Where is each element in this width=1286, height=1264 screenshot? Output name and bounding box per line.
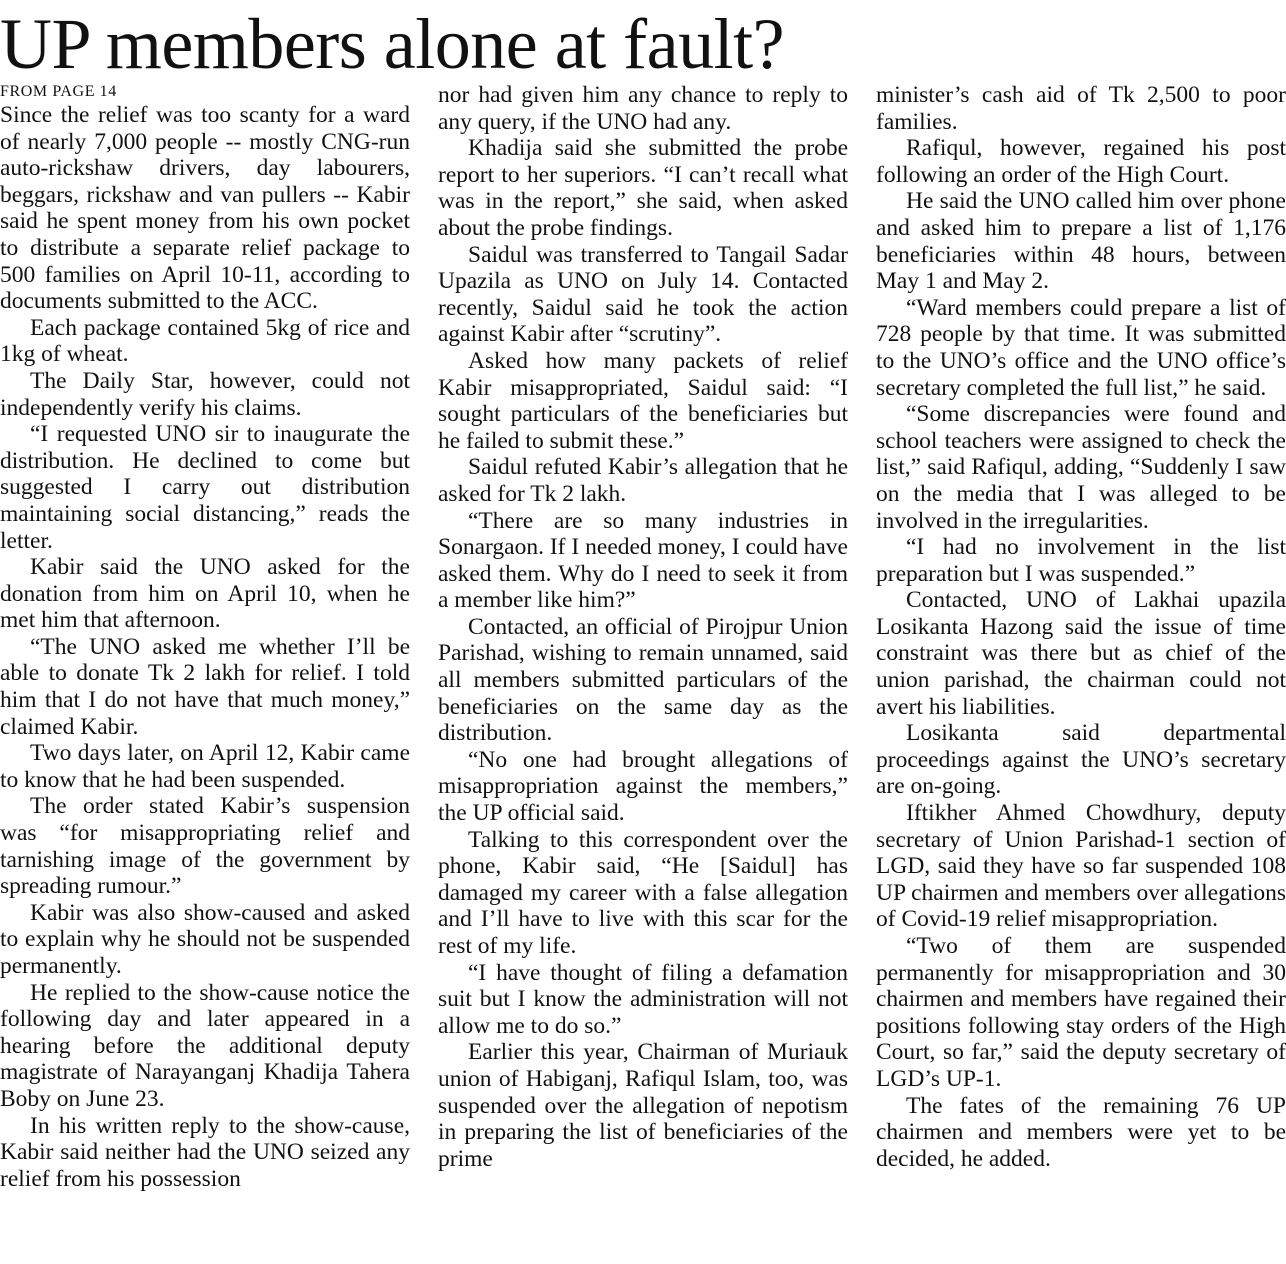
paragraph: “Some discrepancies were found and school teachers were assigned to check the list,” said Rafiqul, adding, “Suddenly I saw on the media that I was alleged to be involved in the irregularities. — [876, 401, 1286, 534]
paragraph: Rafiqul, however, regained his post following an order of the High Court. — [876, 135, 1286, 188]
paragraph: Kabir was also show-caused and asked to explain why he should not be suspended permanently. — [0, 899, 410, 979]
paragraph: Each package contained 5kg of rice and 1kg of wheat. — [0, 314, 410, 368]
paragraph: “I requested UNO sir to inaugurate the distribution. He declined to come but suggested I carry out distribution maintaining social distancing,” reads the letter. — [0, 421, 410, 554]
paragraph: Two days later, on April 12, Kabir came to know that he had been suspended. — [0, 740, 410, 793]
paragraph: Since the relief was too scanty for a ward of nearly 7,000 people -- mostly CNG-run auto-rickshaw drivers, day labourers, beggars, rickshaw and van pullers -- Kabir said he spent money from his own pocket to distribute a separate relief package to 500 families on April 10-11, according to documents submitted to the ACC. — [0, 102, 410, 315]
paragraph: Khadija said she submitted the probe report to her superiors. “I can’t recall what was in the report,” she said, when asked about the probe findings. — [438, 135, 848, 241]
article-column-3 — [876, 82, 1286, 1172]
paragraph: minister’s cash aid of Tk 2,500 to poor families. — [876, 82, 1286, 135]
paragraph: He said the UNO called him over phone and asked him to prepare a list of 1,176 beneficiaries within 48 hours, between May 1 and May 2. — [876, 188, 1286, 295]
paragraph: Losikanta said departmental proceedings against the UNO’s secretary are on-going. — [876, 720, 1286, 800]
paragraph: Iftikher Ahmed Chowdhury, deputy secretary of Union Parishad-1 section of LGD, said they have so far suspended 108 UP chairmen and members over allegations of Covid-19 relief misappropriation. — [876, 800, 1286, 933]
paragraph: Earlier this year, Chairman of Muriauk union of Habiganj, Rafiqul Islam, too, was suspended over the allegation of nepotism in preparing the list of beneficiaries of the prime — [438, 1039, 848, 1172]
paragraph: nor had given him any chance to reply to any query, if the UNO had any. — [438, 82, 848, 135]
paragraph: “Ward members could prepare a list of 728 people by that time. It was submitted to the UNO’s office and the UNO office’s secretary completed the full list,” he said. — [876, 294, 1286, 401]
paragraph: Saidul refuted Kabir’s allegation that he asked for Tk 2 lakh. — [438, 454, 848, 507]
paragraph: “No one had brought allegations of misappropriation against the members,” the UP official said. — [438, 746, 848, 827]
paragraph: Asked how many packets of relief Kabir misappropriated, Saidul said: “I sought particulars of the beneficiaries but he failed to submit these.” — [438, 347, 848, 454]
paragraph: Contacted, an official of Pirojpur Union Parishad, wishing to remain unnamed, said all members submitted particulars of the beneficiaries on the same day as the distribution. — [438, 613, 848, 747]
paragraph: In his written reply to the show-cause, Kabir said neither had the UNO seized any relief from his possession — [0, 1112, 410, 1192]
paragraph: “I have thought of filing a defamation suit but I know the administration will not allow me to do so.” — [438, 959, 848, 1039]
paragraph: “There are so many industries in Sonargaon. If I needed money, I could have asked them. Why do I need to seek it from a member like him?” — [438, 507, 848, 614]
paragraph: Saidul was transferred to Tangail Sadar Upazila as UNO on July 14. Contacted recently, Saidul said he took the action against Kabir after “scrutiny”. — [438, 241, 848, 348]
paragraph: “The UNO asked me whether I’ll be able to donate Tk 2 lakh for relief. I told him that I do not have that much money,” claimed Kabir. — [0, 633, 410, 740]
paragraph: Contacted, UNO of Lakhai upazila Losikanta Hazong said the issue of time constraint was there but as chief of the union parishad, the chairman could not avert his liabilities. — [876, 587, 1286, 720]
paragraph: He replied to the show-cause notice the following day and later appeared in a hearing before the additional deputy magistrate of Narayanganj Khadija Tahera Boby on June 23. — [0, 979, 410, 1112]
article-column-2 — [438, 82, 848, 1172]
paragraph: The Daily Star, however, could not independently verify his claims. — [0, 367, 410, 421]
paragraph: The order stated Kabir’s suspension was “for misappropriating relief and tarnishing image of the government by spreading rumour.” — [0, 793, 410, 900]
jump-line: FROM PAGE 14 — [0, 83, 117, 100]
paragraph: Talking to this correspondent over the phone, Kabir said, “He [Saidul] has damaged my career with a false allegation and I’ll have to live with this scar for the rest of my life. — [438, 826, 848, 959]
paragraph: “I had no involvement in the list preparation but I was suspended.” — [876, 534, 1286, 587]
paragraph: “Two of them are suspended permanently for misappropriation and 30 chairmen and members have regained their positions following stay orders of the High Court, so far,” said the deputy secretary of LGD’s UP-1. — [876, 933, 1286, 1092]
paragraph: The fates of the remaining 76 UP chairmen and members were yet to be decided, he added. — [876, 1092, 1286, 1172]
headline: UP members alone at fault? — [0, 4, 785, 84]
paragraph: Kabir said the UNO asked for the donation from him on April 10, when he met him that afternoon. — [0, 554, 410, 634]
article-column-1 — [0, 82, 410, 1192]
